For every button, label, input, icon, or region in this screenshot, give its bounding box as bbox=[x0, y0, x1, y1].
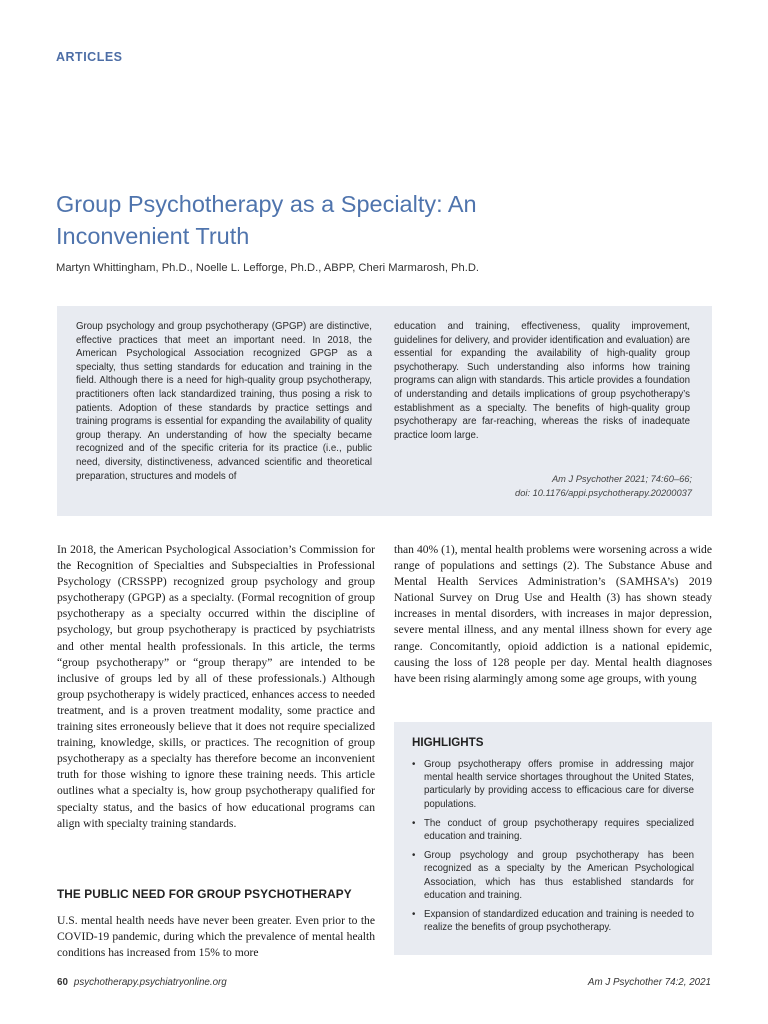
section-paragraph bbox=[57, 913, 375, 961]
bullet-icon: • bbox=[412, 850, 416, 862]
bullet-icon: • bbox=[412, 817, 416, 829]
citation bbox=[515, 472, 692, 500]
article-title: Group Psychotherapy as a Specialty: An Inconvenient Truth bbox=[56, 191, 477, 249]
highlight-item bbox=[412, 817, 694, 843]
highlights-list bbox=[412, 758, 694, 934]
body-column-left bbox=[57, 542, 375, 832]
section-heading: THE PUBLIC NEED FOR GROUP PSYCHOTHERAPY bbox=[57, 887, 352, 901]
highlights-box bbox=[394, 722, 712, 955]
author-list: Martyn Whittingham, Ph.D., Noelle L. Lefforge, Ph.D., ABPP, Cheri Marmarosh, Ph.D. bbox=[56, 262, 480, 274]
highlight-item bbox=[412, 849, 694, 902]
bullet-icon: • bbox=[412, 909, 416, 921]
abstract-text-right: education and training, effectiveness, quality improvement, guidelines for delivery, and provider identification and evaluation) are essential for expanding the availability of high-quality group psychotherapy. Such understanding also informs how training programs can align with standards. This article provides a foundation of understanding and details implications of group psychotherapy’s establishment as a specialty. The benefits of high-quality group psychotherapy are far-reaching, whereas the risks of inadequate practice loom large. bbox=[394, 321, 690, 441]
highlight-text: Expansion of standardized education and training is needed to realize the benefits of group psychotherapy. bbox=[424, 909, 694, 934]
abstract-box bbox=[57, 306, 712, 516]
highlight-item bbox=[412, 908, 694, 934]
footer-journal: Am J Psychother 74:2, 2021 bbox=[587, 977, 711, 988]
body-column-right bbox=[394, 542, 712, 687]
page-number: 60 bbox=[57, 977, 68, 988]
highlights-title: HIGHLIGHTS bbox=[412, 736, 484, 749]
highlight-item bbox=[412, 758, 694, 811]
highlight-text: Group psychology and group psychotherapy has been recognized as a specialty by the American Psychological Association, which has thus established standards for education and training. bbox=[424, 850, 694, 901]
highlight-text: Group psychotherapy offers promise in addressing major mental health service shortages throughout the United States, particularly by providing access to efficacious care for diverse populations. bbox=[424, 759, 694, 810]
right-paragraph: than 40% (1), mental health problems were worsening across a wide range of populations and settings (2). The Substance Abuse and Mental Health Services Administration’s (SAMHSA’s) 2019 National Survey on Drug Use and Health (3) has shown steady increases in mental disorders, with increases in major depression, severe mental illness, and any mental illness shown for every age range. Concomitantly, opioid addiction is a national epidemic, causing the loss of 128 people per day. Mental health diagnoses have been rising alarmingly among some age groups, with young bbox=[394, 543, 712, 685]
section-label: ARTICLES bbox=[56, 50, 123, 64]
highlight-text: The conduct of group psychotherapy requires specialized education and training. bbox=[424, 817, 694, 843]
citation-doi[interactable]: doi: 10.1176/appi.psychotherapy.20200037 bbox=[515, 488, 692, 498]
section-paragraph-text: U.S. mental health needs have never been greater. Even prior to the COVID-19 pandemic, during which the prevalence of mental health conditions has increased from 15% to more bbox=[57, 914, 375, 960]
abstract-text-left: Group psychology and group psychotherapy (GPGP) are distinctive, effective practices that meet an important need. In 2018, the American Psychological Association recognized GPGP as a specialty, thus setting standards for education and training in the field. Although there is a need for high-quality group psychotherapy, practitioners often lack standardized training, thus posing a risk to patients. Adoption of these standards by practice settings and training programs is essential for expanding the availability of quality group therapy. An understanding of how the specialty became recognized and of the specific criteria for its practice (i.e., public need, diversity, distinctiveness, advanced scientific and theoretical preparation, structures and models of bbox=[76, 321, 372, 482]
citation-journal: Am J Psychother 2021; 74:60–66; bbox=[551, 474, 692, 484]
bullet-icon: • bbox=[412, 759, 416, 770]
footer-left bbox=[57, 977, 227, 988]
intro-paragraph: In 2018, the American Psychological Association’s Commission for the Recognition of Specialties and Subspecialties in Professional Psychology (CRSSPP) recognized group psychology and group psychotherapy (GPGP) as a specialty. (Formal recognition of group psychotherapy as a specialty occurred within the discipline of psychology, but group psychotherapy is practiced by psychiatrists and other mental health professionals. In this article, the terms “group psychotherapy” or “group therapy” are intended to be inclusive of groups led by all of these professionals.) Although group psychotherapy is widely practiced, enhances access to needed treatment, and is a proven treatment modality, some practice and training sites erroneously believe that it does not require specialized training, knowledge, skills, or practices. The recognition of group psychotherapy as a specialty has therefore become an inconvenient truth for those wishing to ignore these training needs. This article outlines what a specialty is, how group psychotherapy qualified for specialty status, and the basics of how educational programs can align with specialty training standards. bbox=[57, 543, 375, 830]
journal-url-link[interactable]: psychotherapy.psychiatryonline.org bbox=[73, 977, 227, 988]
